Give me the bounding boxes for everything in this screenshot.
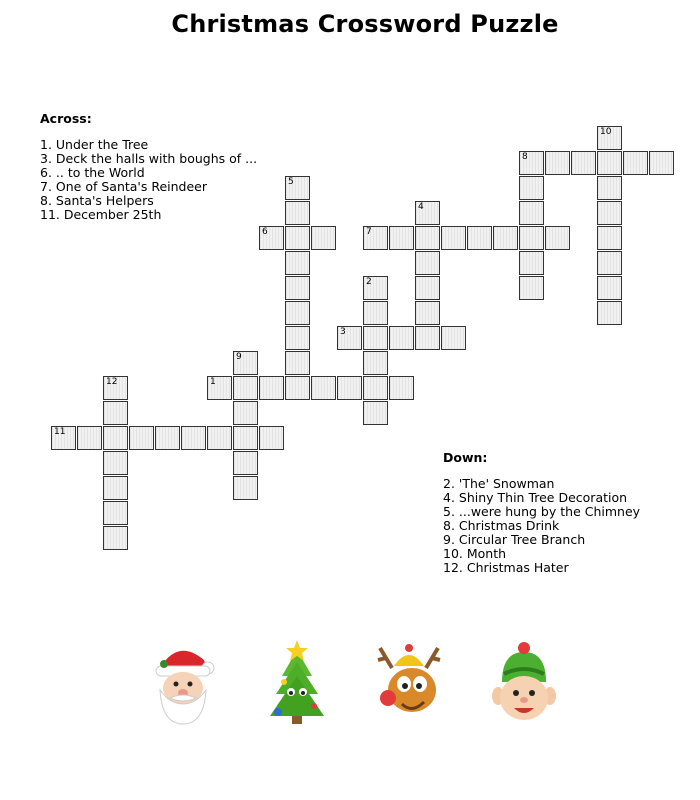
crossword-cell[interactable] (363, 351, 388, 375)
crossword-cell[interactable] (129, 426, 154, 450)
down-clue: 2. 'The' Snowman (443, 476, 555, 491)
across-clue: 11. December 25th (40, 207, 162, 222)
crossword-cell[interactable] (597, 126, 622, 150)
crossword-cell[interactable] (415, 226, 440, 250)
crossword-cell[interactable] (597, 151, 622, 175)
crossword-cell[interactable] (207, 376, 232, 400)
crossword-cell[interactable] (389, 226, 414, 250)
crossword-cell[interactable] (181, 426, 206, 450)
crossword-cell[interactable] (285, 226, 310, 250)
crossword-cell[interactable] (51, 426, 76, 450)
crossword-cell[interactable] (545, 226, 570, 250)
crossword-cell[interactable] (389, 376, 414, 400)
crossword-cell[interactable] (519, 251, 544, 275)
crossword-cell[interactable] (415, 251, 440, 275)
clue-number: 1 (210, 377, 216, 387)
crossword-cell[interactable] (311, 226, 336, 250)
christmas-tree-icon (262, 638, 332, 728)
crossword-cell[interactable] (259, 226, 284, 250)
crossword-cell[interactable] (597, 276, 622, 300)
crossword-cell[interactable] (649, 151, 674, 175)
crossword-cell[interactable] (233, 376, 258, 400)
crossword-cell[interactable] (597, 226, 622, 250)
across-clue: 3. Deck the halls with boughs of ... (40, 151, 258, 166)
crossword-cell[interactable] (493, 226, 518, 250)
crossword-cell[interactable] (415, 276, 440, 300)
crossword-cell[interactable] (623, 151, 648, 175)
clue-number: 11 (54, 427, 66, 437)
crossword-cell[interactable] (311, 376, 336, 400)
crossword-cell[interactable] (103, 476, 128, 500)
crossword-cell[interactable] (389, 326, 414, 350)
crossword-cell[interactable] (285, 326, 310, 350)
crossword-cell[interactable] (545, 151, 570, 175)
crossword-cell[interactable] (415, 326, 440, 350)
down-clue: 10. Month (443, 546, 507, 561)
crossword-cell[interactable] (337, 326, 362, 350)
crossword-cell[interactable] (467, 226, 492, 250)
across-clue: 1. Under the Tree (40, 137, 149, 152)
reindeer-icon (374, 638, 444, 728)
clue-number: 3 (340, 327, 346, 337)
crossword-cell[interactable] (571, 151, 596, 175)
crossword-cell[interactable] (285, 351, 310, 375)
crossword-cell[interactable] (441, 326, 466, 350)
crossword-cell[interactable] (103, 401, 128, 425)
crossword-cell[interactable] (597, 251, 622, 275)
crossword-cell[interactable] (285, 251, 310, 275)
crossword-cell[interactable] (285, 301, 310, 325)
clue-number: 9 (236, 352, 242, 362)
crossword-cell[interactable] (597, 176, 622, 200)
clue-number: 10 (600, 127, 612, 137)
crossword-cell[interactable] (103, 526, 128, 550)
crossword-cell[interactable] (77, 426, 102, 450)
crossword-cell[interactable] (259, 426, 284, 450)
crossword-cell[interactable] (363, 276, 388, 300)
crossword-cell[interactable] (363, 376, 388, 400)
crossword-cell[interactable] (285, 376, 310, 400)
page-title: Christmas Crossword Puzzle (171, 10, 559, 38)
crossword-cell[interactable] (103, 451, 128, 475)
crossword-cell[interactable] (519, 226, 544, 250)
crossword-cell[interactable] (103, 501, 128, 525)
crossword-cell[interactable] (519, 176, 544, 200)
across-clue: 6. .. to the World (40, 165, 145, 180)
down-clues (443, 451, 640, 575)
crossword-cell[interactable] (155, 426, 180, 450)
crossword-cell[interactable] (233, 351, 258, 375)
down-heading: Down: (443, 450, 488, 465)
santa-icon (148, 638, 218, 728)
down-clue: 4. Shiny Thin Tree Decoration (443, 490, 628, 505)
clue-number: 6 (262, 227, 268, 237)
crossword-cell[interactable] (285, 201, 310, 225)
crossword-cell[interactable] (285, 176, 310, 200)
down-clue: 9. Circular Tree Branch (443, 532, 586, 547)
down-clue: 12. Christmas Hater (443, 560, 569, 575)
crossword-cell[interactable] (259, 376, 284, 400)
crossword-cell[interactable] (441, 226, 466, 250)
crossword-cell[interactable] (597, 301, 622, 325)
crossword-cell[interactable] (233, 401, 258, 425)
crossword-cell[interactable] (233, 426, 258, 450)
clue-number: 8 (522, 152, 528, 162)
clue-number: 5 (288, 177, 294, 187)
crossword-cell[interactable] (207, 426, 232, 450)
across-clue: 8. Santa's Helpers (40, 193, 154, 208)
crossword-cell[interactable] (285, 276, 310, 300)
clue-number: 7 (366, 227, 372, 237)
crossword-cell[interactable] (363, 226, 388, 250)
crossword-cell[interactable] (519, 276, 544, 300)
down-clue: 5. ...were hung by the Chimney (443, 504, 641, 519)
crossword-cell[interactable] (233, 476, 258, 500)
crossword-cell[interactable] (363, 326, 388, 350)
clue-number: 2 (366, 277, 372, 287)
elf-icon (488, 638, 558, 728)
across-heading: Across: (40, 111, 92, 126)
crossword-cell[interactable] (363, 401, 388, 425)
crossword-cell[interactable] (415, 201, 440, 225)
clue-number: 4 (418, 202, 424, 212)
crossword-cell[interactable] (519, 151, 544, 175)
crossword-cell[interactable] (103, 426, 128, 450)
crossword-cell[interactable] (597, 201, 622, 225)
crossword-cell[interactable] (415, 301, 440, 325)
crossword-cell[interactable] (103, 376, 128, 400)
crossword-cell[interactable] (337, 376, 362, 400)
crossword-cell[interactable] (233, 451, 258, 475)
down-clue: 8. Christmas Drink (443, 518, 560, 533)
crossword-cell[interactable] (519, 201, 544, 225)
across-clue: 7. One of Santa's Reindeer (40, 179, 208, 194)
clue-number: 12 (106, 377, 118, 387)
across-clues (40, 112, 257, 222)
crossword-cell[interactable] (363, 301, 388, 325)
